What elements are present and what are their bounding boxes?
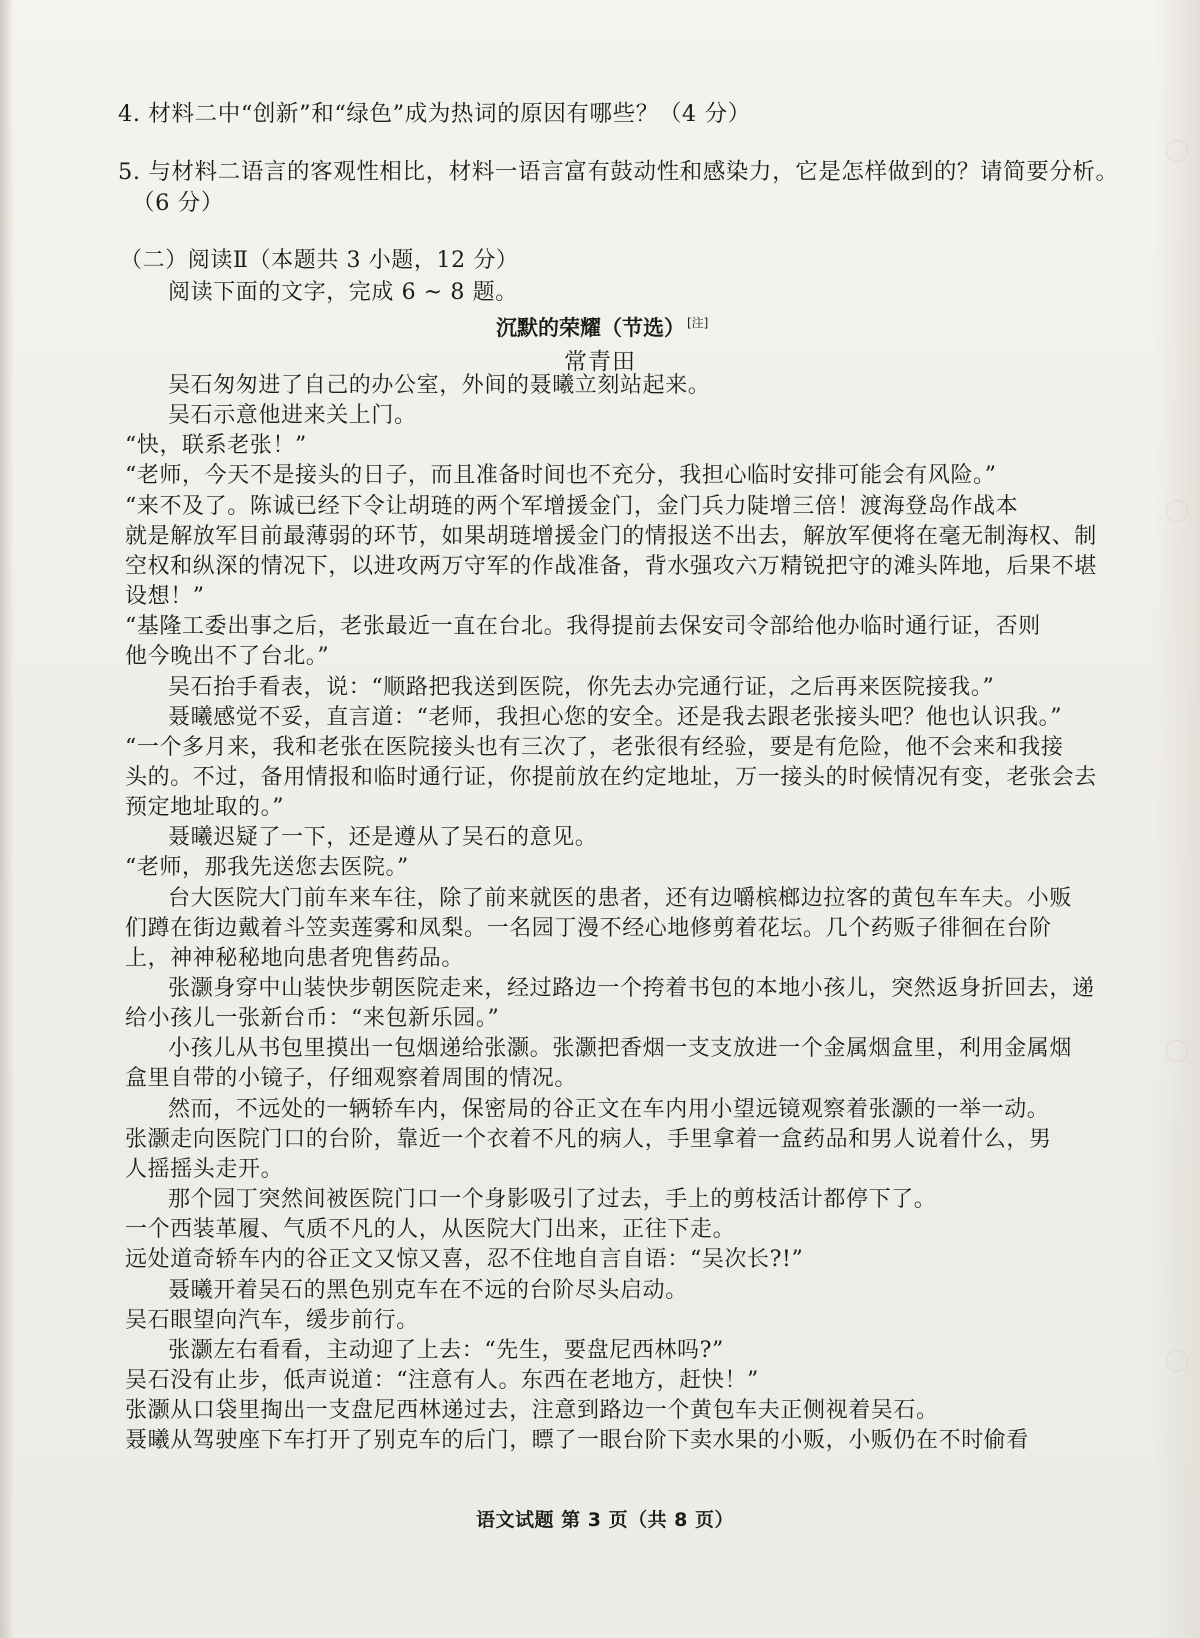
article-paragraph-line: “基隆工委出事之后，老张最近一直在台北。我得提前去保安司令部给他办临时通行证，否则 — [125, 614, 1041, 640]
article-paragraph-line: “快，联系老张！” — [125, 433, 307, 459]
article-paragraph-line: 一个西装革履、气质不凡的人，从医院大门出来，正往下走。 — [125, 1217, 736, 1243]
page-footer: 语文试题 第 3 页（共 8 页） — [476, 1509, 735, 1531]
article-paragraph-line: 空权和纵深的情况下，以进攻两万守军的作战准备，背水强攻六万精锐把守的滩头阵地，后果不堪 — [125, 553, 1097, 579]
article-paragraph-line: 聂曦感觉不妥，直言道：“老师，我担心您的安全。还是我去跟老张接头吧？他也认识我。” — [168, 704, 1063, 730]
article-paragraph-line: 人摇摇头走开。 — [125, 1156, 284, 1182]
article-paragraph-line: 那个园丁突然间被医院门口一个身影吸引了过去，手上的剪枝活计都停下了。 — [168, 1187, 937, 1212]
article-paragraph-line: 们蹲在街边戴着斗笠卖莲雾和凤梨。一名园丁漫不经心地修剪着花坛。几个药贩子徘徊在台阶 — [125, 915, 1052, 941]
article-paragraph-line: 吴石没有止步，低声说道：“注意有人。东西在老地方，赶快！” — [125, 1367, 759, 1393]
article-author: 常青田 — [564, 349, 636, 375]
article-paragraph-line: 张灏身穿中山装快步朝医院走来，经过路边一个挎着书包的本地小孩儿，突然返身折回去，递 — [168, 976, 1095, 1001]
question-5-line-2: （6 分） — [132, 190, 224, 216]
article-paragraph-line: 就是解放军目前最薄弱的环节，如果胡琏增援金门的情报送不出去，解放军便将在毫无制海权、制 — [125, 523, 1097, 549]
article-paragraph-line: 小孩儿从书包里摸出一包烟递给张灏。张灏把香烟一支支放进一个金属烟盒里，利用金属烟 — [168, 1036, 1073, 1062]
article-paragraph-line: 聂曦开着吴石的黑色别克车在不远的台阶尽头启动。 — [168, 1277, 688, 1303]
article-paragraph-line: 张灏左右看看，主动迎了上去：“先生，要盘尼西林吗?” — [168, 1337, 724, 1363]
section-heading: （二）阅读Ⅱ（本题共 3 小题，12 分） — [120, 248, 519, 273]
article-paragraph-line: 远处道奇轿车内的谷正文又惊又喜，忍不住地自言自语：“吴次长?!” — [125, 1247, 804, 1273]
article-paragraph-line: 聂曦从驾驶座下车打开了别克车的后门，瞟了一眼台阶下卖水果的小贩，小贩仍在不时偷看 — [125, 1428, 1030, 1454]
article-paragraph-line: “一个多月来，我和老张在医院接头也有三次了，老张很有经验，要是有危险，他不会来和我接 — [125, 734, 1064, 760]
article-paragraph-line: 头的。不过，备用情报和临时通行证，你提前放在约定地址，万一接头的时候情况有变，老张会去 — [125, 765, 1097, 790]
article-paragraph-line: 吴石抬手看表，说：“顺路把我送到医院，你先去办完通行证，之后再来医院接我。” — [168, 674, 995, 700]
article-title-text: 沉默的荣耀（节选） — [496, 316, 685, 340]
section-instruction: 阅读下面的文字，完成 6 ~ 8 题。 — [168, 280, 518, 305]
article-paragraph-line: 吴石眼望向汽车，缓步前行。 — [125, 1307, 419, 1333]
article-paragraph-line: 给小孩儿一张新台币：“来包新乐园。” — [125, 1006, 500, 1032]
article-paragraph-line: 吴石示意他进来关上门。 — [168, 403, 417, 429]
article-paragraph-line: 张灏走向医院门口的台阶，靠近一个衣着不凡的病人，手里拿着一盒药品和男人说着什么，男 — [125, 1126, 1052, 1152]
article-paragraph-line: 聂曦迟疑了一下，还是遵从了吴石的意见。 — [168, 825, 598, 851]
article-paragraph-line: 然而，不远处的一辆轿车内，保密局的谷正文在车内用小望远镜观察着张灏的一举一动。 — [168, 1096, 1050, 1122]
title-note-mark: [注] — [687, 316, 709, 330]
question-4: 4. 材料二中“创新”和“绿色”成为热词的原因有哪些？（4 分） — [118, 101, 751, 127]
article-paragraph-line: 盒里自带的小镜子，仔细观察着周围的情况。 — [125, 1066, 578, 1092]
article-paragraph-line: 张灏从口袋里掏出一支盘尼西林递过去，注意到路边一个黄包车夫正侧视着吴石。 — [125, 1398, 939, 1424]
article-paragraph-line: “来不及了。陈诚已经下令让胡琏的两个军增援金门，金门兵力陡增三倍！渡海登岛作战本 — [125, 493, 1019, 519]
article-paragraph-line: 上，神神秘秘地向患者兜售药品。 — [125, 945, 465, 971]
article-paragraph-line: 吴石匆匆进了自己的办公室，外间的聂曦立刻站起来。 — [168, 373, 711, 398]
article-paragraph-line: 台大医院大门前车来车往，除了前来就医的患者，还有边嚼槟榔边拉客的黄包车车夫。小贩 — [168, 885, 1073, 911]
article-paragraph-line: “老师，那我先送您去医院。” — [125, 855, 409, 881]
article-paragraph-line: 他今晚出不了台北。” — [125, 644, 330, 670]
article-paragraph-line: “老师，今天不是接头的日子，而且准备时间也不充分，我担心临时安排可能会有风险。” — [125, 463, 997, 489]
article-paragraph-line: 预定地址取的。” — [125, 795, 285, 821]
question-5-line-1: 5. 与材料二语言的客观性相比，材料一语言富有鼓动性和感染力，它是怎样做到的？请简要分析。 — [118, 159, 1119, 185]
article-title — [496, 312, 708, 342]
article-paragraph-line: 设想！” — [125, 584, 205, 609]
